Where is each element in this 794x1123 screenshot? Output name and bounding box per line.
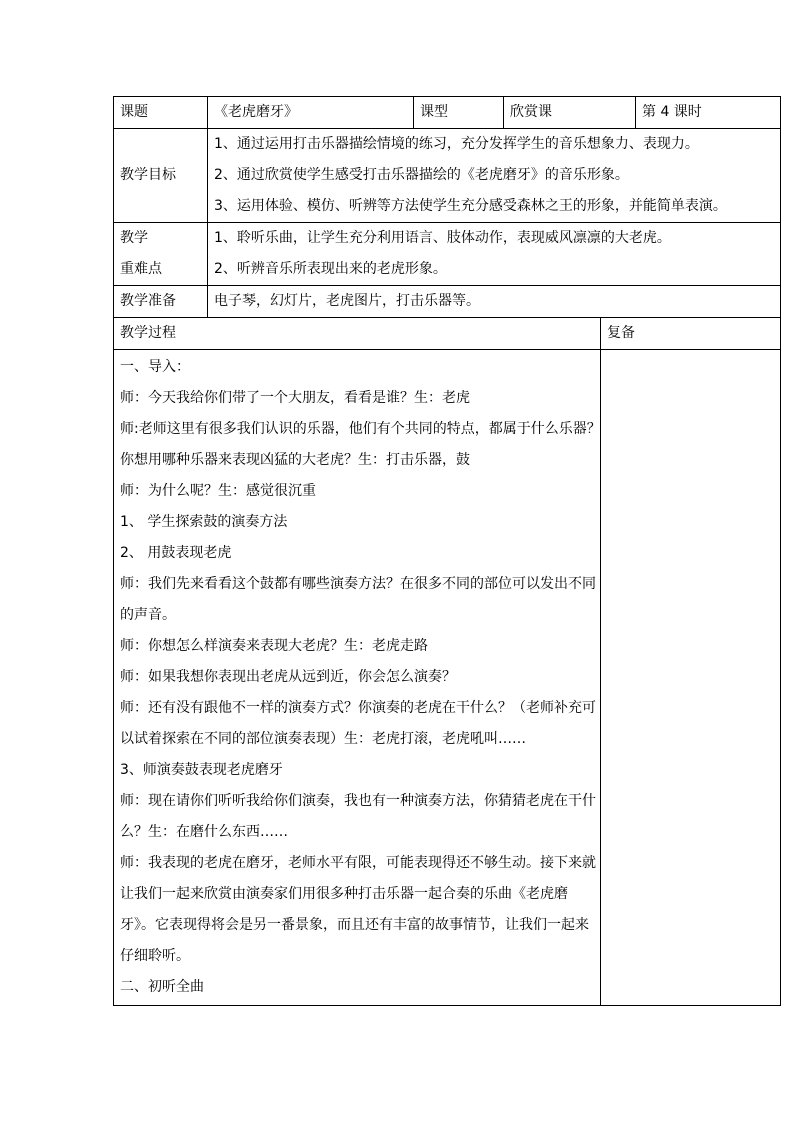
preparation-label: 教学准备 [114, 286, 208, 318]
process-line: 3、师演奏鼓表现老虎磨牙 [120, 762, 283, 778]
process-line: 师：现在请你们听听我给你们演奏，我也有一种演奏方法，你猜猜老虎在干什 [120, 793, 596, 809]
process-line: 师：我们先来看看这个鼓都有哪些演奏方法？在很多不同的部位可以发出不同 [120, 576, 596, 592]
key-point-item: 1、聆听乐曲，让学生充分利用语言、肢体动作，表现威风凛凛的大老虎。 [214, 230, 671, 246]
header-row [114, 97, 781, 129]
key-points-content [208, 223, 781, 286]
lesson-plan-table [113, 96, 781, 1006]
process-line: 让我们一起来欣赏由演奏家们用很多种打击乐器一起合奏的乐曲《老虎磨 [120, 886, 568, 902]
objectives-content [208, 129, 781, 223]
objective-item: 3、运用体验、模仿、听辨等方法使学生充分感受森林之王的形象，并能简单表演。 [214, 198, 727, 214]
objectives-label: 教学目标 [114, 129, 208, 223]
process-line: 1、 学生探索鼓的演奏方法 [120, 514, 288, 530]
key-point-item: 2、听辨音乐所表现出来的老虎形象。 [214, 261, 447, 277]
process-line: 师：为什么呢？生：感觉很沉重 [120, 483, 316, 499]
key-points-label-line: 重难点 [120, 261, 162, 277]
key-points-label-line: 教学 [120, 230, 148, 246]
topic-label: 课题 [114, 97, 208, 129]
objective-item: 2、通过欣赏使学生感受打击乐器描绘的《老虎磨牙》的音乐形象。 [214, 167, 629, 183]
process-line: 师：今天我给你们带了一个大朋友，看看是谁？生：老虎 [120, 390, 470, 406]
process-line: 一、导入： [120, 359, 190, 375]
period-value: 第 4 课时 [636, 97, 781, 129]
process-line: 的声音。 [120, 607, 176, 623]
process-line: 师:老师这里有很多我们认识的乐器，他们有个共同的特点，都属于什么乐器？ [120, 421, 601, 437]
process-label: 教学过程 [114, 318, 601, 350]
objectives-row [114, 129, 781, 223]
process-line: 师：还有没有跟他不一样的演奏方式？你演奏的老虎在干什么？（老师补充可 [120, 700, 596, 716]
process-line: 师：如果我想你表现出老虎从远到近，你会怎么演奏？ [120, 669, 456, 685]
key-points-row [114, 223, 781, 286]
preparation-value: 电子琴，幻灯片，老虎图片，打击乐器等。 [208, 286, 781, 318]
process-line: 二、初听全曲 [120, 979, 204, 995]
process-line: 你想用哪种乐器来表现凶猛的大老虎？生：打击乐器，鼓 [120, 452, 470, 468]
process-line: 以试着探索在不同的部位演奏表现）生：老虎打滚，老虎吼叫…… [120, 731, 526, 747]
key-points-label [114, 223, 208, 286]
notes-label: 复备 [601, 318, 781, 350]
process-line: 师：我表现的老虎在磨牙，老师水平有限，可能表现得还不够生动。接下来就 [120, 855, 596, 871]
process-header-row [114, 318, 781, 350]
topic-value: 《老虎磨牙》 [208, 97, 414, 129]
process-line: 师：你想怎么样演奏来表现大老虎？生：老虎走路 [120, 638, 428, 654]
type-value: 欣赏课 [504, 97, 636, 129]
process-body-row [114, 350, 781, 1006]
process-line: 2、 用鼓表现老虎 [120, 545, 232, 561]
process-line: 么？生：在磨什么东西…… [120, 824, 288, 840]
process-line: 牙》。它表现得将会是另一番景象，而且还有丰富的故事情节，让我们一起来 [120, 917, 589, 933]
process-line: 仔细聆听。 [120, 948, 190, 964]
preparation-row [114, 286, 781, 318]
objective-item: 1、通过运用打击乐器描绘情境的练习，充分发挥学生的音乐想象力、表现力。 [214, 136, 699, 152]
process-content [114, 350, 601, 1006]
type-label: 课型 [414, 97, 504, 129]
notes-content [601, 350, 781, 1006]
